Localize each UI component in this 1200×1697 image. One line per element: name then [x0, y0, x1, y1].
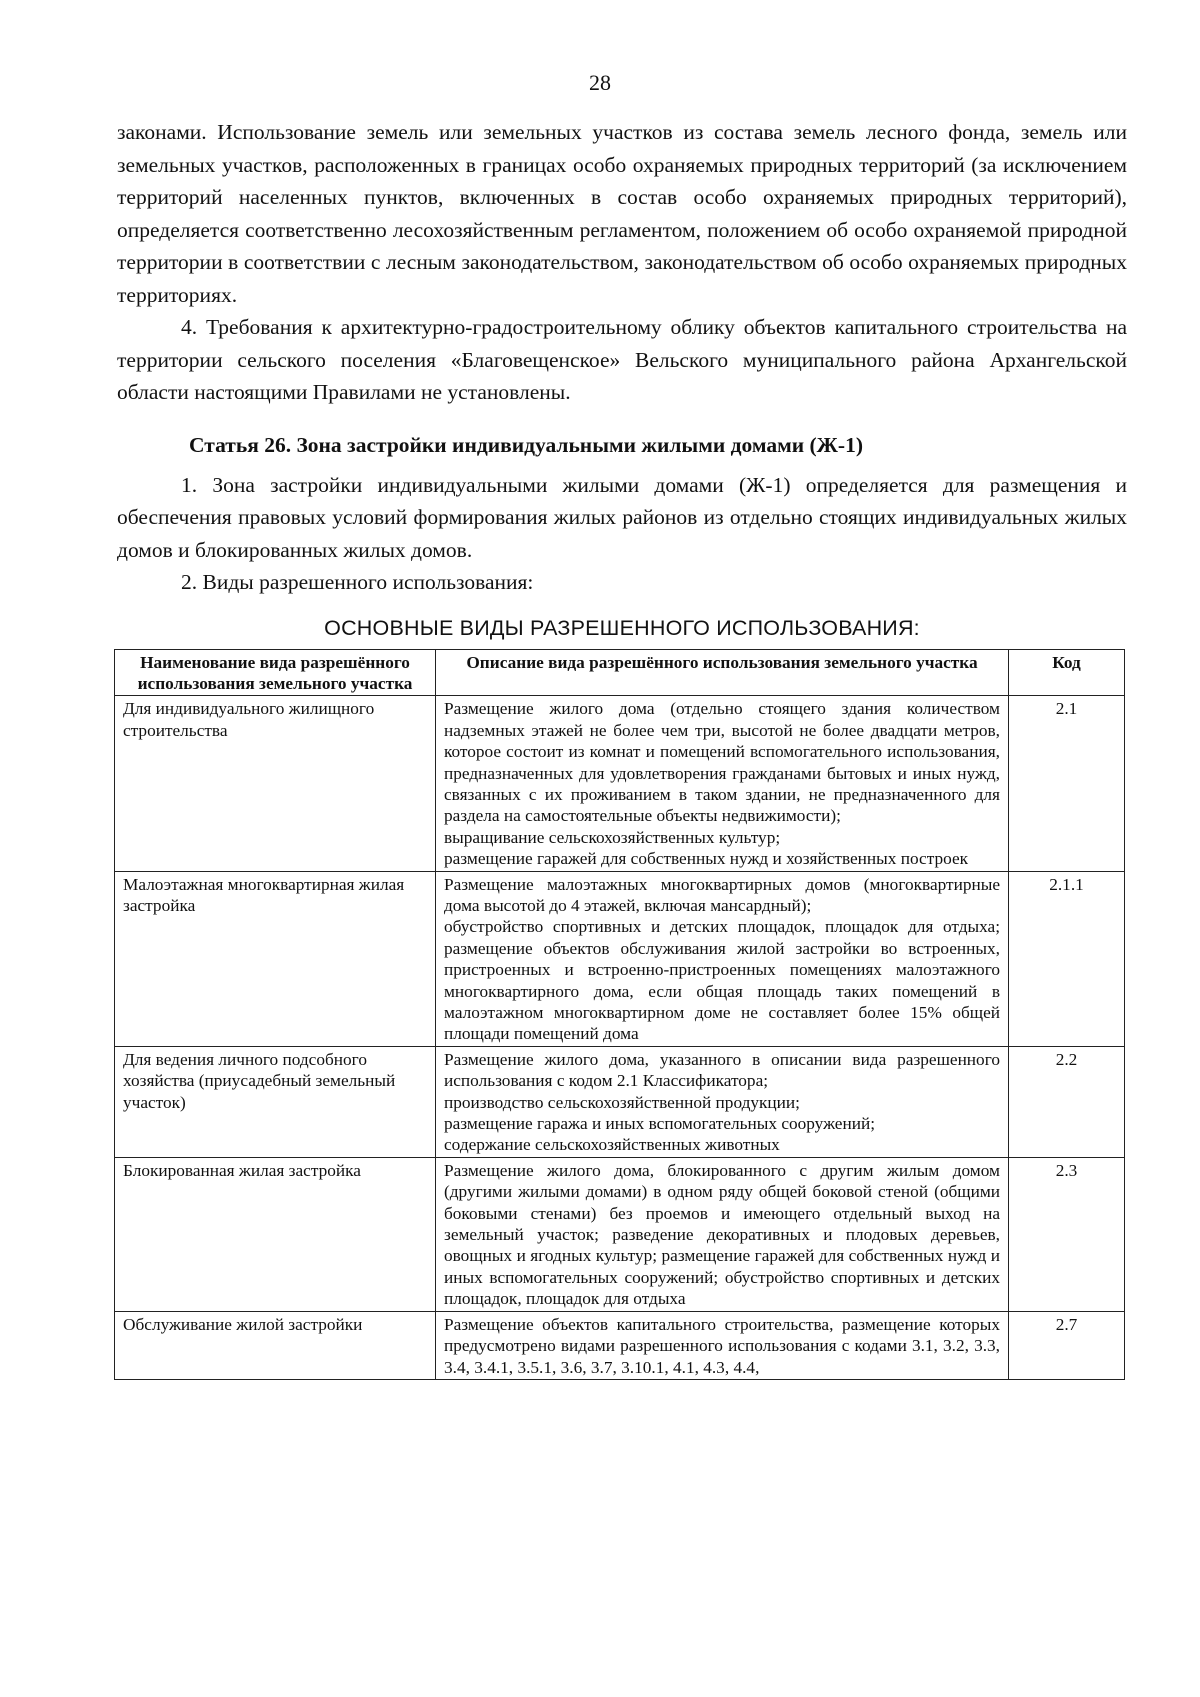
description-line: содержание сельскохозяйственных животных [444, 1135, 780, 1155]
row-name: Блокированная жилая застройка [115, 1157, 436, 1311]
table-row [115, 696, 1125, 871]
row-description [436, 696, 1009, 871]
header-name: Наименование вида разрешённого использования земельного участка [115, 649, 436, 696]
description-line: размещение гаража и иных вспомогательных сооружений; [444, 1114, 876, 1134]
description-line: Размещение объектов капитального строительства, размещение которых предусмотрено видами разрешенного использования с кодами 3.1, 3.2, 3.3, 3.4, 3.4.1, 3.5.1, 3.6, 3.7, 3.10.1, 4.1, 4.3, 4.4, [444, 1314, 1000, 1377]
description-line: Размещение жилого дома, указанного в описании вида разрешенного использования с кодом 2.1 Классификатора; [444, 1049, 1000, 1091]
paragraph-item-4: 4. Требования к архитектурно-градостроительному облику объектов капитального строительства на территории сельского поселения «Благовещенское» Вельского муниципального района Архангельской области настоящими Правилами не установлены. [117, 315, 1127, 404]
row-code: 2.3 [1009, 1157, 1125, 1311]
article-paragraph-2: 2. Виды разрешенного использования: [181, 570, 534, 594]
table-row [115, 871, 1125, 1046]
paragraph-continuation: законами. Использование земель или земельных участков из состава земель лесного фонда, земель или земельных участков, расположенных в границах особо охраняемых природных территорий (за исключением территорий населенных пунктов, включенных в состав особо охраняемых природных территорий), определяется соответственно лесохозяйственным регламентом, положением об особо охраняемой природной территории в соответствии с лесным законодательством, законодательством об особо охраняемых природных территориях. [117, 120, 1127, 307]
row-description [436, 1311, 1009, 1379]
header-code: Код [1009, 649, 1125, 696]
row-description [436, 871, 1009, 1046]
row-name: Для индивидуального жилищного строительства [115, 696, 436, 871]
table-header-row [115, 649, 1125, 696]
table-row [115, 1157, 1125, 1311]
article-title: Статья 26. Зона застройки индивидуальными жилыми домами (Ж-1) [189, 432, 863, 457]
header-description: Описание вида разрешённого использования земельного участка [436, 649, 1009, 696]
article-paragraph-1: 1. Зона застройки индивидуальными жилыми домами (Ж-1) определяется для размещения и обеспечения правовых условий формирования жилых районов из отдельно стоящих индивидуальных жилых домов и блокированных жилых домов. [117, 472, 1127, 562]
row-name: Для ведения личного подсобного хозяйства (приусадебный земельный участок) [115, 1046, 436, 1157]
row-code: 2.1.1 [1009, 871, 1125, 1046]
page-content [117, 116, 1127, 1380]
description-line: Размещение жилого дома, блокированного с другим жилым домом (другими жилыми домами) в одном ряду общей боковой стеной (общими боковыми стенами) без проемов и имеющего отдельный выход на земельный участок; разведение декоративных и плодовых деревьев, овощных и ягодных культур; размещение гаражей для собственных нужд и иных вспомогательных сооружений; обустройство спортивных и детских площадок, площадок для отдыха [444, 1160, 1000, 1309]
description-line: производство сельскохозяйственной продукции; [444, 1092, 800, 1112]
description-line: выращивание сельскохозяйственных культур; [444, 827, 781, 847]
table-row [115, 1046, 1125, 1157]
permitted-uses-table [114, 649, 1125, 1380]
page-number: 28 [589, 70, 611, 95]
row-description [436, 1046, 1009, 1157]
table-heading: ОСНОВНЫЕ ВИДЫ РАЗРЕШЕННОГО ИСПОЛЬЗОВАНИЯ: [324, 615, 920, 640]
row-code: 2.1 [1009, 696, 1125, 871]
row-code: 2.2 [1009, 1046, 1125, 1157]
description-line: обустройство спортивных и детских площадок, площадок для отдыха; размещение объектов обслуживания жилой застройки во встроенных, пристроенных и встроенно-пристроенных помещениях малоэтажного многоквартирного дома, если общая площадь таких помещений в малоэтажном многоквартирном доме не составляет более 15% общей площади помещений дома [444, 917, 1000, 1044]
description-line: Размещение жилого дома (отдельно стоящего здания количеством надземных этажей не более чем три, высотой не более двадцати метров, которое состоит из комнат и помещений вспомогательного использования, предназначенных для удовлетворения гражданами бытовых и иных нужд, связанных с их проживанием в таком здании, не предназначенного для раздела на самостоятельные объекты недвижимости); [444, 699, 1000, 826]
row-code: 2.7 [1009, 1311, 1125, 1379]
row-name: Малоэтажная многоквартирная жилая застройка [115, 871, 436, 1046]
table-row [115, 1311, 1125, 1379]
description-line: размещение гаражей для собственных нужд и хозяйственных построек [444, 849, 969, 869]
row-name: Обслуживание жилой застройки [115, 1311, 436, 1379]
description-line: Размещение малоэтажных многоквартирных домов (многоквартирные дома высотой до 4 этажей, включая мансардный); [444, 874, 1000, 915]
row-description [436, 1157, 1009, 1311]
